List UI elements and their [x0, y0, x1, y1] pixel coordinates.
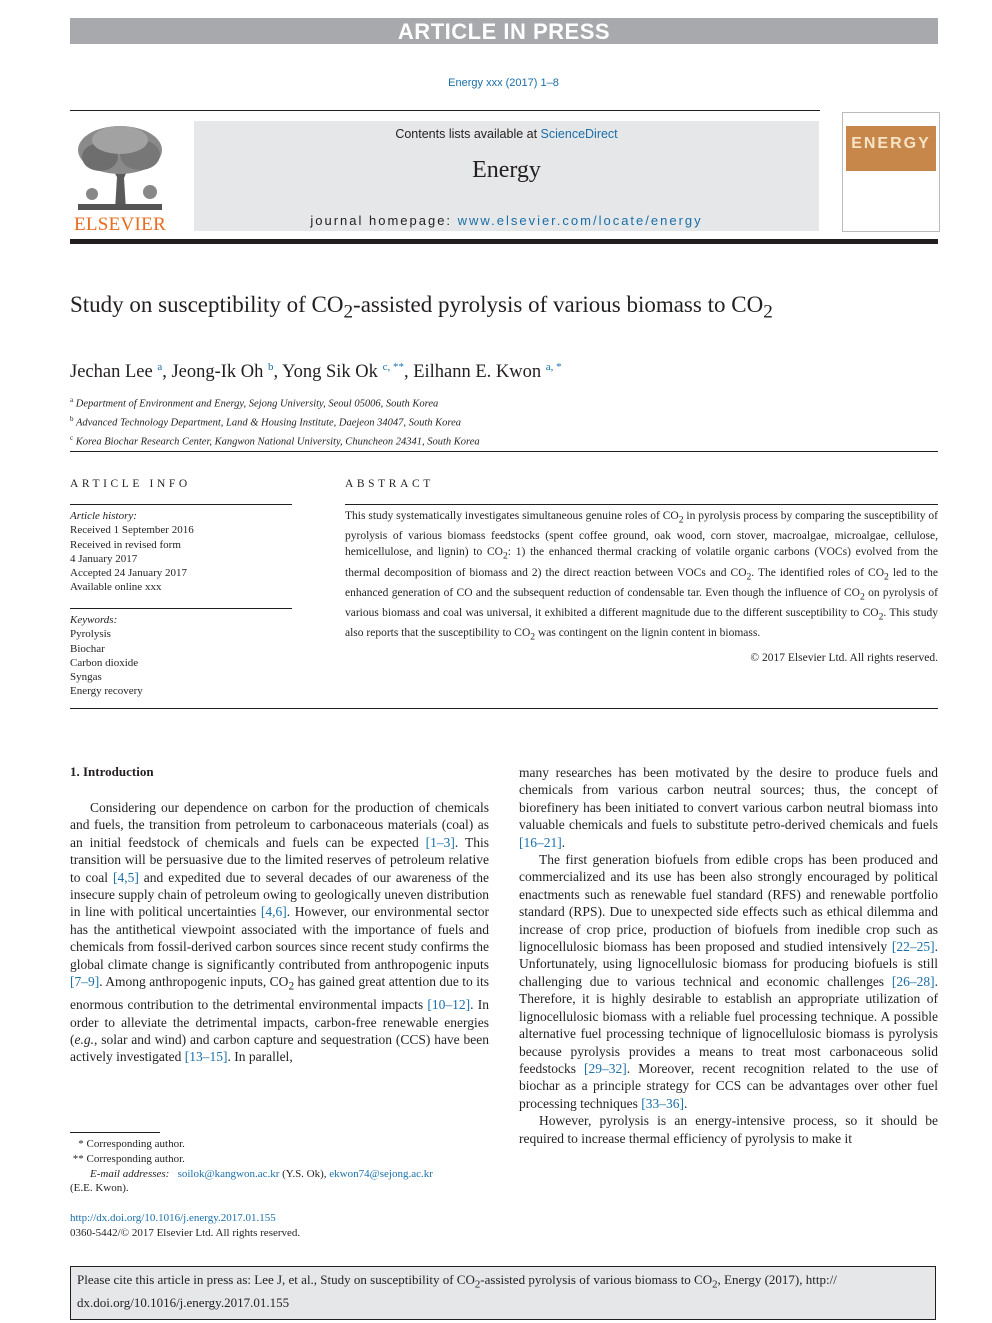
citation-link[interactable]: [1–3]	[425, 834, 455, 850]
footnotes	[70, 1137, 490, 1196]
body-right-column	[519, 764, 938, 1147]
footnote-rule	[70, 1132, 160, 1133]
affiliation: $^b$ Advanced Technology Department, Land & Housing Institute, Daejeon 34047, South Korea	[70, 415, 461, 429]
paragraph: Considering our dependence on carbon for the production of chemicals and fuels, the transition from petroleum to carbonaceous materials (coal) as an initial feedstock of chemicals and fuels can be expected [1–3]. This transition will be persuasive due to the limited reserves of petroleum relative to coal [4,5] and expedited due to several decades of our awareness of the insecure supply chain of petroleum owing to geologically uneven distribution in line with political uncertainties [4,6]. However, our environmental sector has the antithetical viewpoint associated with the importance of fuels and chemicals from fossil-derived carbon sources since recent study confirms the global climate change is significantly contributed from anthropogenic inputs [7–9]. Among anthropogenic inputs, $CO_2$ has gained great attention due to its enormous contribution to the detrimental environmental impacts [10–12]. In order to alleviate the detrimental impacts, carbon-free renewable energies (e.g., solar and wind) and carbon capture and sequestration (CCS) have been actively investigated [13–15]. In parallel,	[70, 800, 489, 1065]
cite-doi[interactable]: dx.doi.org/10.1016/j.energy.2017.01.155	[77, 1294, 290, 1310]
citation-box: Please cite this article in press as: Lee J, et al., Study on susceptibility of $CO_2$-assisted pyrolysis of various biomass to $CO_2$, Energy (2017), http:// dx.doi.org/10.1016/j.energy.2017.01.155	[70, 1266, 936, 1320]
abstract-bottom-divider	[70, 708, 938, 709]
article-info-label: ARTICLE INFO	[70, 478, 191, 490]
affiliation: $^a$ Department of Environment and Energy, Sejong University, Seoul 05006, South Korea	[70, 396, 439, 410]
cover-title: ENERGY	[851, 135, 931, 152]
article-history: Article history: Received 1 September 2016 Received in revised form 4 January 2017 Accepted 24 January 2017 Available online xxx	[70, 510, 194, 594]
author-name[interactable]: Yong Sik Ok	[282, 362, 378, 383]
keywords: Keywords: Pyrolysis Biochar Carbon dioxide Syngas Energy recovery	[70, 614, 143, 698]
citation-link[interactable]: [22–25]	[891, 939, 935, 955]
elsevier-logo	[70, 122, 170, 235]
paragraph: many researches has been motivated by the desire to produce fuels and chemicals from various carbon neutral sources; thus, the concept of biorefinery has been initiated to convert various carbon neutral biomass into valuable chemicals and fuels to substitute petro-derived chemicals and fuels [16–21].	[519, 765, 938, 850]
footnote-email-owner: (E.E. Kwon).	[70, 1182, 129, 1195]
citation-link[interactable]: [29–32]	[584, 1060, 627, 1076]
email-link[interactable]: ekwon74@sejong.ac.kr	[329, 1167, 433, 1180]
keyword: Energy recovery	[70, 685, 143, 698]
affiliations	[70, 393, 480, 450]
author-affil-mark[interactable]: c, **	[382, 361, 404, 373]
issn-line: 0360-5442/© 2017 Elsevier Ltd. All rights reserved.	[70, 1227, 301, 1239]
abstract-text: This study systematically investigates simultaneous genuine roles of $CO_2$ in pyrolysis process by comparing the susceptibility of pyrolysis of various biomass feedstocks (spent coffee ground, oak wood, corn stover, macroalgae, microalgae, cellulose, hemicellulose, and lignin) to $CO_2$: 1) the enhanced thermal cracking of volatile organic carbons (VOCs) evolved from the thermal decomposition of biomass and 2) the direct reaction between VOCs and $CO_2$. The identified roles of $CO_2$ led to the enhanced generation of CO and the subsequent reduction of condensable tar. Even though the influence of $CO_2$ on pyrolysis of various biomass and coal was universal, it exhibited a different magnitude due to the different susceptibility to $CO_2$. This study also reports that the susceptibility to $CO_2$ was contingent on the lignin content in biomass.	[345, 510, 939, 643]
header-thick-rule	[70, 239, 938, 244]
article-title: Study on susceptibility of $CO_2$-assisted pyrolysis of various biomass to $CO_2$	[70, 292, 773, 323]
citation-link[interactable]: [4,5]	[112, 869, 139, 885]
journal-homepage: journal homepage: www.elsevier.com/locate/energy	[310, 213, 703, 228]
abstract-copyright: © 2017 Elsevier Ltd. All rights reserved.	[750, 652, 938, 664]
affiliation: $^c$ Korea Biochar Research Center, Kangwon National University, Chuncheon 24341, South Korea	[70, 434, 480, 448]
author-affil-mark[interactable]: a, *	[545, 361, 562, 373]
doi-link[interactable]: http://dx.doi.org/10.1016/j.energy.2017.01.155	[70, 1212, 276, 1224]
journal-header	[194, 121, 819, 231]
keyword: Carbon dioxide	[70, 656, 139, 669]
body-left-column	[70, 799, 489, 1066]
author-affil-mark[interactable]: a	[157, 361, 163, 373]
article-info-rule	[70, 504, 292, 505]
citation-link[interactable]: [7–9]	[70, 974, 100, 990]
keyword: Biochar	[70, 642, 105, 655]
header-divider	[70, 110, 820, 111]
sciencedirect-link[interactable]: ScienceDirect	[540, 127, 618, 141]
author-name[interactable]: Jeong-Ik Oh	[171, 362, 264, 383]
abstract-rule	[345, 504, 938, 505]
keyword: Pyrolysis	[70, 628, 111, 641]
keywords-rule	[70, 608, 292, 609]
abstract-label: ABSTRACT	[345, 478, 434, 490]
citation-link[interactable]: [33–36]	[641, 1095, 684, 1111]
citation-link[interactable]: [26–28]	[891, 973, 935, 989]
author-affil-mark[interactable]: b	[268, 361, 274, 373]
front-matter-divider	[70, 451, 938, 452]
keyword: Syngas	[70, 671, 102, 684]
elsevier-logo-text: ELSEVIER	[73, 214, 167, 235]
contents-line: Contents lists available at ScienceDirect	[395, 127, 618, 141]
journal-name: Energy	[472, 157, 541, 183]
doi-block	[70, 1211, 300, 1241]
footnote-emails: E-mail addresses: soilok@kangwon.ac.kr (Y.S. Ok), ekwon74@sejong.ac.kr	[90, 1167, 433, 1180]
citation-link[interactable]: [4,6]	[260, 904, 287, 920]
paragraph: However, pyrolysis is an energy-intensive process, so it should be required to increase thermal efficiency of pyrolysis to make it	[519, 1113, 938, 1146]
citation-link[interactable]: [16–21]	[519, 834, 562, 850]
author-name[interactable]: Jechan Lee	[70, 362, 153, 383]
author-list: Jechan Lee $^a$, Jeong-Ik Oh $^b$, Yong Sik Ok $^{c, **}$, Eilhann E. Kwon $^{a, *}$	[70, 361, 562, 383]
paragraph: The first generation biofuels from edible crops has been produced and commercialized and its use has been also strongly encouraged by political enactments such as renewable fuel standard (RFS) and renewable portfolio standard (RPS). Due to unexpected side effects such as ethical dilemma and increase of crop price, production of biofuels from inedible crop such as lignocellulosic biomass has been proposed and studied intensively [22–25]. Unfortunately, using lignocellulosic biomass for producing biofuels is still challenging due to various technical and economic challenges [26–28]. Therefore, it is highly desirable to establish an appropriate utilization of lignocellulosic biomass with a reliable fuel processing technique. A possible alternative fuel processing technique of lignocellulosic biomass is pyrolysis because pyrolysis provides a means to treat most carbonaceous solid feedstocks [29–32]. Moreover, recent recognition related to the use of biochar as a principle strategy for CCS can be advantages over other fuel processing techniques [33–36].	[519, 852, 938, 1111]
author-name[interactable]: Eilhann E. Kwon	[413, 362, 542, 383]
citation-link[interactable]: [10–12]	[427, 997, 471, 1013]
citation-link[interactable]: [13–15]	[184, 1049, 228, 1065]
section-heading-introduction: 1. Introduction	[70, 764, 154, 779]
homepage-link[interactable]: www.elsevier.com/locate/energy	[457, 213, 703, 228]
email-link[interactable]: soilok@kangwon.ac.kr	[177, 1167, 280, 1180]
journal-cover-thumbnail[interactable]	[842, 112, 940, 232]
journal-reference[interactable]: Energy xxx (2017) 1–8	[448, 77, 559, 89]
footnote-corresponding: ** Corresponding author.	[72, 1152, 185, 1165]
footnote-corresponding: * Corresponding author.	[78, 1138, 185, 1150]
article-in-press-banner: ARTICLE IN PRESS	[70, 18, 938, 44]
